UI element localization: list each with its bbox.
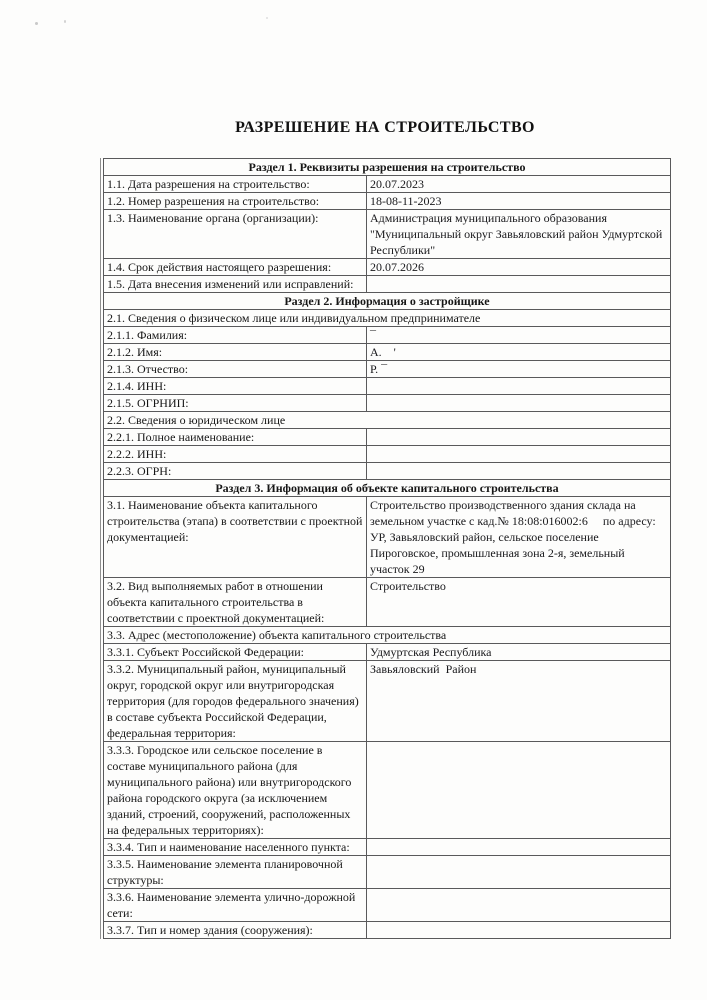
row-value bbox=[367, 839, 671, 856]
row-label: 1.3. Наименование органа (организации): bbox=[104, 210, 367, 259]
table-row bbox=[104, 176, 671, 193]
row-value bbox=[367, 922, 671, 939]
row-value bbox=[367, 429, 671, 446]
row-value: 18-08-11-2023 bbox=[367, 193, 671, 210]
row-label: 1.4. Срок действия настоящего разрешения: bbox=[104, 259, 367, 276]
row-label: 2.1.3. Отчество: bbox=[104, 361, 367, 378]
section-3-header-row bbox=[104, 480, 671, 497]
table-row bbox=[104, 412, 671, 429]
row-value: Удмуртская Республика bbox=[367, 644, 671, 661]
row-value bbox=[367, 276, 671, 293]
permit-table-wrapper bbox=[100, 158, 670, 939]
section-1-header: Раздел 1. Реквизиты разрешения на строительство bbox=[104, 159, 671, 176]
row-label: 1.5. Дата внесения изменений или исправлений: bbox=[104, 276, 367, 293]
table-row bbox=[104, 378, 671, 395]
table-row bbox=[104, 344, 671, 361]
row-label: 3.3.5. Наименование элемента планировочной структуры: bbox=[104, 856, 367, 889]
subsection-3-3-header: 3.3. Адрес (местоположение) объекта капитального строительства bbox=[104, 627, 671, 644]
table-row bbox=[104, 193, 671, 210]
table-row bbox=[104, 856, 671, 889]
row-value bbox=[367, 742, 671, 839]
table-row bbox=[104, 661, 671, 742]
page-title: РАЗРЕШЕНИЕ НА СТРОИТЕЛЬСТВО bbox=[235, 119, 535, 136]
row-label: 2.1.1. Фамилия: bbox=[104, 327, 367, 344]
table-row bbox=[104, 644, 671, 661]
row-label: 3.1. Наименование объекта капитального строительства (этапа) в соответствии с проектной документацией: bbox=[104, 497, 367, 578]
scan-speck bbox=[266, 17, 268, 19]
row-label: 3.3.1. Субъект Российской Федерации: bbox=[104, 644, 367, 661]
table-row bbox=[104, 627, 671, 644]
row-label: 1.2. Номер разрешения на строительство: bbox=[104, 193, 367, 210]
row-value: 20.07.2026 bbox=[367, 259, 671, 276]
row-value bbox=[367, 378, 671, 395]
table-row bbox=[104, 310, 671, 327]
row-label: 3.2. Вид выполняемых работ в отношении объекта капитального строительства в соответствии с проектной документацией: bbox=[104, 578, 367, 627]
section-2-header-row bbox=[104, 293, 671, 310]
permit-table bbox=[103, 158, 671, 939]
row-label: 3.3.3. Городское или сельское поселение в составе муниципального района (для муниципального района) или внутригородского района городского округа (за исключением зданий, строений, сооружений, расположенных на федеральных территориях): bbox=[104, 742, 367, 839]
row-value: Администрация муниципального образования "Муниципальный округ Завьяловский район Удмуртской Республики" bbox=[367, 210, 671, 259]
row-value: Строительство bbox=[367, 578, 671, 627]
table-row bbox=[104, 276, 671, 293]
row-value: А. ' bbox=[367, 344, 671, 361]
row-value bbox=[367, 395, 671, 412]
row-value bbox=[367, 856, 671, 889]
row-label: 2.1.4. ИНН: bbox=[104, 378, 367, 395]
row-label: 2.2.1. Полное наименование: bbox=[104, 429, 367, 446]
row-label: 3.3.4. Тип и наименование населенного пункта: bbox=[104, 839, 367, 856]
section-2-header: Раздел 2. Информация о застройщике bbox=[104, 293, 671, 310]
table-row bbox=[104, 429, 671, 446]
scan-speck bbox=[35, 22, 38, 25]
row-label: 3.3.2. Муниципальный район, муниципальный округ, городской округ или внутригородская территория (для городов федерального значения) в составе субъекта Российской Федерации, федеральная территория: bbox=[104, 661, 367, 742]
subsection-2-2-header: 2.2. Сведения о юридическом лице bbox=[104, 412, 671, 429]
row-value: Завьяловский Район bbox=[367, 661, 671, 742]
subsection-2-1-header: 2.1. Сведения о физическом лице или индивидуальном предпринимателе bbox=[104, 310, 671, 327]
scan-speck bbox=[64, 20, 66, 23]
row-value: Строительство производственного здания склада на земельном участке с кад.№ 18:08:016002:6 по адресу: УР, Завьяловский район, сельское поселение Пироговское, промышленная зона 2-я, земельный участок 29 bbox=[367, 497, 671, 578]
table-row bbox=[104, 259, 671, 276]
table-row bbox=[104, 210, 671, 259]
table-row bbox=[104, 395, 671, 412]
row-value: ¯ bbox=[367, 327, 671, 344]
section-1-header-row bbox=[104, 159, 671, 176]
row-label: 2.1.5. ОГРНИП: bbox=[104, 395, 367, 412]
row-label: 3.3.6. Наименование элемента улично-дорожной сети: bbox=[104, 889, 367, 922]
document-sheet bbox=[100, 119, 670, 939]
table-row bbox=[104, 497, 671, 578]
table-row bbox=[104, 446, 671, 463]
table-row bbox=[104, 742, 671, 839]
table-row bbox=[104, 922, 671, 939]
table-row bbox=[104, 463, 671, 480]
row-value: Р. ¯ bbox=[367, 361, 671, 378]
table-row bbox=[104, 327, 671, 344]
row-label: 2.2.3. ОГРН: bbox=[104, 463, 367, 480]
row-value: 20.07.2023 bbox=[367, 176, 671, 193]
table-row bbox=[104, 578, 671, 627]
row-label: 1.1. Дата разрешения на строительство: bbox=[104, 176, 367, 193]
row-label: 3.3.7. Тип и номер здания (сооружения): bbox=[104, 922, 367, 939]
table-row bbox=[104, 361, 671, 378]
row-label: 2.1.2. Имя: bbox=[104, 344, 367, 361]
row-value bbox=[367, 463, 671, 480]
table-row bbox=[104, 839, 671, 856]
row-value bbox=[367, 446, 671, 463]
section-3-header: Раздел 3. Информация об объекте капитального строительства bbox=[104, 480, 671, 497]
row-value bbox=[367, 889, 671, 922]
row-label: 2.2.2. ИНН: bbox=[104, 446, 367, 463]
table-row bbox=[104, 889, 671, 922]
